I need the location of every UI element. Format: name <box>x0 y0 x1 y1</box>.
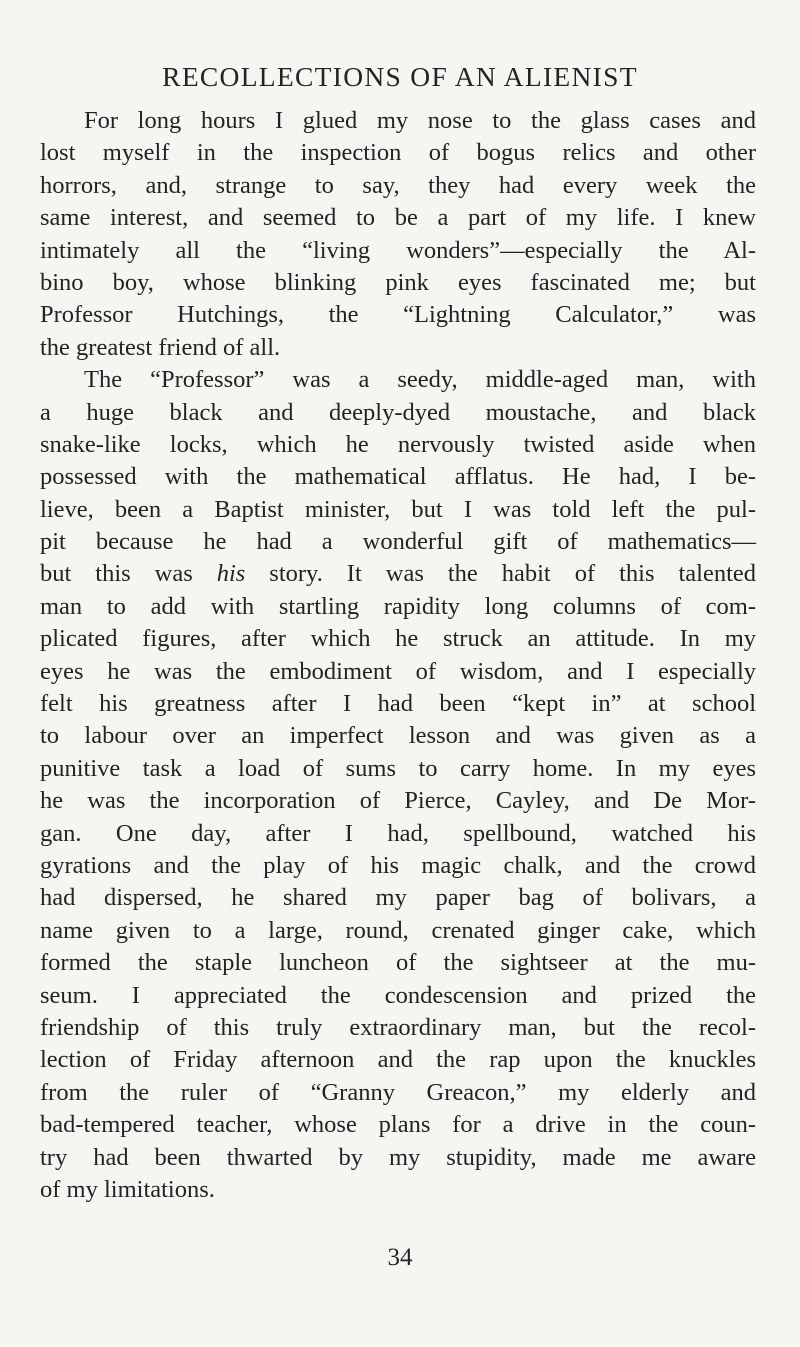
text-segment: of my limitations. <box>40 1175 215 1203</box>
text-segment: the greatest friend of all. <box>40 333 281 361</box>
text-line <box>40 461 756 493</box>
text-line <box>40 1109 756 1141</box>
text-line <box>40 688 756 720</box>
text-line <box>40 397 756 429</box>
text-line <box>40 299 756 331</box>
body-text <box>40 105 756 1206</box>
text-line <box>40 267 756 299</box>
text-line <box>40 785 756 817</box>
running-head: RECOLLECTIONS OF AN ALIENIST <box>162 61 638 92</box>
text-line <box>40 947 756 979</box>
text-segment: The “Professor” was a seedy, middle-aged man, with <box>84 366 756 394</box>
text-segment: lieve, been a Baptist minister, but I was told left the pul- <box>40 495 756 523</box>
text-line <box>40 591 756 623</box>
text-segment: but this was <box>40 560 217 588</box>
text-segment: lection of Friday afternoon and the rap upon the knuckles <box>40 1046 756 1074</box>
text-segment: friendship of this truly extraordinary man, but the recol- <box>40 1013 756 1041</box>
italic-word: his <box>216 560 246 588</box>
text-segment: seum. I appreciated the condescension and prized the <box>40 981 756 1009</box>
text-segment: gan. One day, after I had, spellbound, watched his <box>40 819 756 847</box>
text-line <box>40 364 756 396</box>
text-line <box>40 1012 756 1044</box>
text-segment: he was the incorporation of Pierce, Cayley, and De Mor- <box>40 787 756 815</box>
text-segment: punitive task a load of sums to carry home. In my eyes <box>40 754 756 782</box>
text-segment: same interest, and seemed to be a part of my life. I knew <box>40 204 756 232</box>
text-line <box>40 1174 756 1206</box>
text-line <box>40 558 756 590</box>
text-segment: from the ruler of “Granny Greacon,” my elderly and <box>40 1078 756 1106</box>
text-line <box>40 623 756 655</box>
text-line <box>40 429 756 461</box>
text-segment: felt his greatness after I had been “kept in” at school <box>40 690 756 718</box>
text-line <box>40 753 756 785</box>
page-number: 34 <box>387 1244 413 1271</box>
text-segment: lost myself in the inspection of bogus relics and other <box>40 139 756 167</box>
text-segment: bad-tempered teacher, whose plans for a drive in the coun- <box>40 1111 756 1139</box>
text-segment: to labour over an imperfect lesson and was given as a <box>40 722 756 750</box>
text-line <box>40 818 756 850</box>
text-segment: plicated figures, after which he struck an attitude. In my <box>40 625 756 653</box>
text-line <box>40 656 756 688</box>
text-segment: horrors, and, strange to say, they had every week the <box>40 171 756 199</box>
text-line <box>40 235 756 267</box>
text-line <box>40 915 756 947</box>
text-segment: a huge black and deeply-dyed moustache, and black <box>40 398 756 426</box>
text-line <box>40 720 756 752</box>
text-segment: bino boy, whose blinking pink eyes fascinated me; but <box>40 268 756 296</box>
text-segment: story. It was the habit of this talented <box>245 560 756 588</box>
text-segment: eyes he was the embodiment of wisdom, and I especially <box>40 657 756 685</box>
text-segment: man to add with startling rapidity long columns of com- <box>40 592 756 620</box>
text-line <box>40 170 756 202</box>
text-line <box>40 980 756 1012</box>
text-line <box>40 1142 756 1174</box>
text-line <box>40 850 756 882</box>
text-segment: formed the staple luncheon of the sightseer at the mu- <box>40 949 756 977</box>
text-segment: name given to a large, round, crenated ginger cake, which <box>40 916 756 944</box>
text-segment: gyrations and the play of his magic chalk, and the crowd <box>40 851 756 879</box>
text-line <box>40 526 756 558</box>
text-line <box>40 1077 756 1109</box>
text-segment: possessed with the mathematical afflatus. He had, I be- <box>40 463 756 491</box>
text-line <box>40 882 756 914</box>
text-segment: try had been thwarted by my stupidity, made me aware <box>40 1143 756 1171</box>
text-segment: snake-like locks, which he nervously twisted aside when <box>40 430 756 458</box>
text-line <box>40 332 756 364</box>
text-segment: For long hours I glued my nose to the glass cases and <box>84 107 756 134</box>
text-line <box>40 105 756 137</box>
text-line <box>40 137 756 169</box>
text-segment: had dispersed, he shared my paper bag of bolivars, a <box>40 884 756 912</box>
text-line <box>40 202 756 234</box>
text-line <box>40 494 756 526</box>
text-segment: Professor Hutchings, the “Lightning Calculator,” was <box>40 301 756 329</box>
text-segment: intimately all the “living wonders”—especially the Al- <box>40 236 756 264</box>
text-line <box>40 1044 756 1076</box>
text-segment: pit because he had a wonderful gift of mathematics— <box>40 528 756 556</box>
